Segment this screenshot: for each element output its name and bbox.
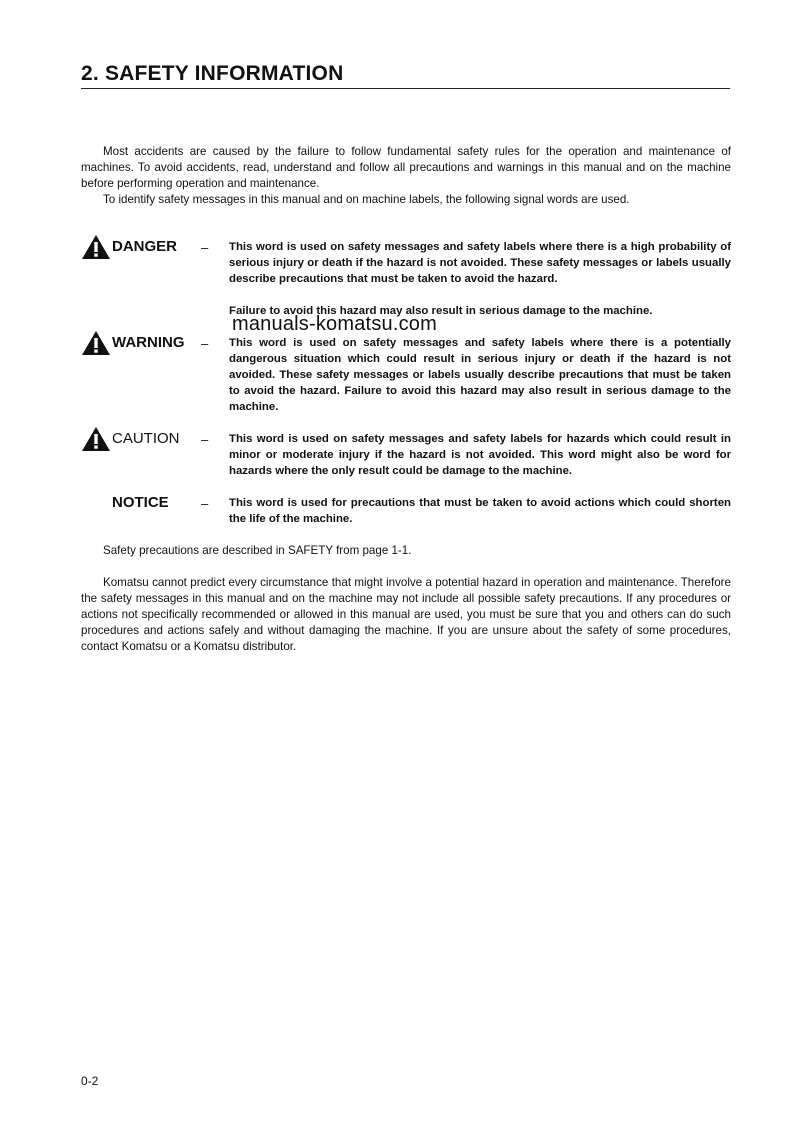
danger-description: This word is used on safety messages and safety labels where there is a high probability of serious injury or death if the hazard is not avoided. These safety messages or labels usually describe precautions that must be taken to avoid the hazard. — [229, 241, 731, 285]
warning-triangle-icon — [81, 234, 111, 260]
warning-triangle-icon — [81, 330, 111, 356]
signal-word-caution: CAUTION — [112, 430, 180, 447]
danger-extra: Failure to avoid this hazard may also result in serious damage to the machine. — [229, 305, 653, 317]
signal-dash: – — [201, 240, 209, 255]
signal-dash: – — [201, 336, 209, 351]
reference-text: Safety precautions are described in SAFETY from page 1-1. — [103, 544, 412, 557]
page-number: 0-2 — [81, 1074, 99, 1088]
title-rule — [81, 88, 730, 89]
komatsu-paragraph — [81, 575, 731, 655]
page-title: 2. SAFETY INFORMATION — [81, 62, 344, 85]
signal-word-danger: DANGER — [112, 238, 178, 255]
watermark: manuals-komatsu.com — [232, 313, 437, 335]
signal-dash: – — [201, 432, 209, 447]
warning-description: This word is used on safety messages and safety labels where there is a potentially dangerous situation which could result in serious injury or death if the hazard is not avoided. These safety messages or labels usually describe precautions that must be taken to avoid the hazard. Failure to avoid this hazard may also result in serious damage to the machine. — [229, 337, 731, 413]
signal-word-notice: NOTICE — [112, 494, 169, 511]
caution-description: This word is used on safety messages and safety labels for hazards which could result in minor or moderate injury if the hazard is not avoided. This word might also be word for hazards where the only result could be damage to the machine. — [229, 433, 731, 477]
notice-description: This word is used for precautions that must be taken to avoid actions which could shorten the life of the machine. — [229, 497, 731, 525]
intro-paragraph-2 — [81, 192, 731, 208]
komatsu-paragraph-text: Komatsu cannot predict every circumstance that might involve a potential hazard in operation and maintenance. Therefore the safety messages in this manual and on the machine may not include all possible safety precautions. If any procedures or actions not specifically recommended or allowed in this manual are used, you must be sure that you and others can do such procedures and actions safely and without damaging the machine. If you are unsure about the safety of some procedures, contact Komatsu or a Komatsu distributor. — [81, 576, 731, 653]
intro-paragraph-1-text: Most accidents are caused by the failure to follow fundamental safety rules for the operation and maintenance of machines. To avoid accidents, read, understand and follow all precautions and warnings in this manual and on the machine before performing operation and maintenance. — [81, 145, 731, 190]
intro-paragraph-2-text: To identify safety messages in this manual and on machine labels, the following signal words are used. — [103, 193, 630, 206]
reference-paragraph — [81, 543, 731, 559]
warning-triangle-icon — [81, 426, 111, 452]
signal-word-warning: WARNING — [112, 334, 185, 351]
signal-dash: – — [201, 496, 209, 511]
intro-paragraph-1 — [81, 144, 731, 192]
